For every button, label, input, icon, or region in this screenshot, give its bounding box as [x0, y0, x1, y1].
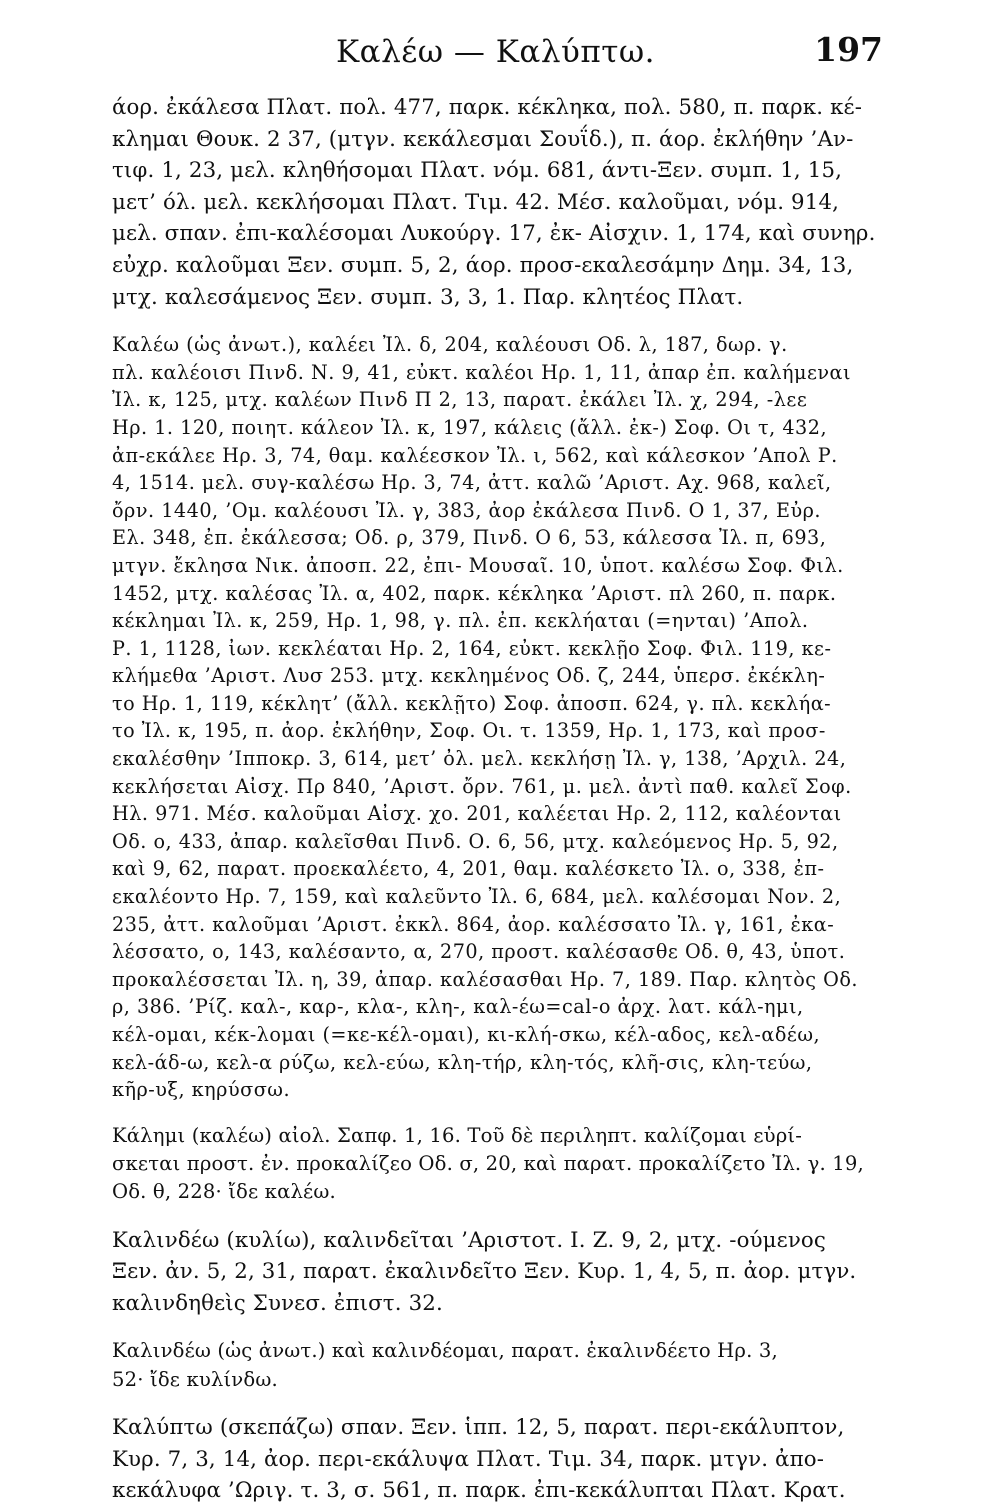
entry-line: ὄρν. 1440, ’Ομ. καλέουσι Ἰλ. γ, 383, ἀορ ἐκάλεσα Πινδ. Ο 1, 37, Εὐρ. — [112, 498, 822, 522]
entry-line: πλ. καλέοισι Πινδ. Ν. 9, 41, εὐκτ. καλέοι Ηρ. 1, 11, ἀπαρ ἐπ. καλήμεναι — [112, 360, 852, 384]
entry-line: άορ. ἐκάλεσα Πλατ. πολ. 477, παρκ. κέκληκα, πολ. 580, π. παρκ. κέ- — [112, 95, 863, 120]
running-title: Καλέω — Καλύπτω. — [335, 34, 656, 70]
dictionary-entry — [112, 1225, 879, 1320]
entry-line: Κυρ. 7, 3, 14, ἀορ. περι-εκάλυψα Πλατ. Τιμ. 34, παρκ. μτγν. ἀπο- — [112, 1446, 825, 1472]
entry-line: Ἰλ. κ, 125, μτχ. καλέων Πινδ Π 2, 13, παρατ. ἐκάλει Ἰλ. χ, 294, -λεε — [112, 388, 808, 412]
entry-line: Ρ. 1, 1128, ἰων. κεκλέαται Ηρ. 2, 164, εὐκτ. κεκλῇο Σοφ. Φιλ. 119, κε- — [112, 636, 832, 660]
entries-column — [112, 92, 879, 1507]
entry-line: μετ’ όλ. μελ. κεκλήσομαι Πλατ. Τιμ. 42. Μέσ. καλοῦμαι, νόμ. 914, — [112, 189, 840, 215]
entry-line: κλημαι Θουκ. 2 37, (μτγν. κεκάλεσμαι Σουΐδ.), π. άορ. ἐκλήθην ’Αν- — [112, 126, 854, 152]
entry-line: Ηλ. 971. Μέσ. καλοῦμαι Αἰσχ. χο. 201, καλέεται Ηρ. 2, 112, καλέονται — [112, 802, 842, 826]
entry-line: Οδ. θ, 228· ἴδε καλέω. — [112, 1180, 336, 1204]
entry-line: λέσσατο, ο, 143, καλέσαντο, α, 270, προστ. καλέσασθε Οδ. θ, 43, ὑποτ. — [112, 940, 846, 964]
entry-line: καὶ 9, 62, παρατ. προεκαλέετο, 4, 201, θαμ. καλέσκετο Ἰλ. ο, 338, ἐπ- — [112, 857, 825, 881]
entry-line: προκαλέσσεται Ἰλ. η, 39, ἀπαρ. καλέσασθαι Ηρ. 7, 189. Παρ. κλητὸς Οδ. — [112, 967, 858, 991]
entry-line: το Ἰλ. κ, 195, π. ἀορ. ἐκλήθην, Σοφ. Οι. τ. 1359, Ηρ. 1, 173, καὶ προσ- — [112, 719, 826, 743]
entry-line: Ελ. 348, ἐπ. ἐκάλεσσα; Οδ. ρ, 379, Πινδ. Ο 6, 53, κάλεσσα Ἰλ. π, 693, — [112, 526, 827, 550]
entry-line: κελ-άδ-ω, κελ-α ρύζω, κελ-εύω, κλη-τήρ, κλη-τός, κλῆ-σις, κλη-τεύω, — [112, 1050, 813, 1074]
page-header — [112, 28, 883, 92]
entry-line: Καλέω (ὡς ἀνωτ.), καλέει Ἰλ. δ, 204, καλέουσι Οδ. λ, 187, δωρ. γ. — [112, 333, 788, 357]
entry-line: καλινδηθεὶς Συνεσ. ἐπιστ. 32. — [112, 1290, 443, 1316]
entry-line: Κάλημι (καλέω) αἰολ. Σαπφ. 1, 16. Τοῦ δὲ περιληπτ. καλίζομαι εὑρί- — [112, 1123, 803, 1147]
entry-line: εὐχρ. καλοῦμαι Ξεν. συμπ. 5, 2, άορ. προσ-εκαλεσάμην Δημ. 34, 13, — [112, 252, 854, 278]
entry-line: 4, 1514. μελ. συγ-καλέσω Ηρ. 3, 74, ἀττ. καλῶ ’Αριστ. Αχ. 968, καλεῖ, — [112, 471, 832, 495]
dictionary-entry — [112, 1337, 879, 1394]
entry-line: Ηρ. 1. 120, ποιητ. κάλεον Ἰλ. κ, 197, κάλεις (ἄλλ. ἐκ-) Σοφ. Οι τ, 432, — [112, 415, 828, 439]
dictionary-entry — [112, 1122, 879, 1207]
entry-line: μτγν. ἔκλησα Νικ. ἀποσπ. 22, ἐπι- Μουσαῖ. 10, ὑποτ. καλέσω Σοφ. Φιλ. — [112, 553, 844, 577]
entry-line: εκαλέσθην ’Ιπποκρ. 3, 614, μετ’ ὀλ. μελ. κεκλήσῃ Ἰλ. γ, 138, ’Αρχιλ. 24, — [112, 747, 847, 771]
entry-line: ἀπ-εκάλεε Ηρ. 3, 74, θαμ. καλέεσκον Ἰλ. ι, 562, καὶ κάλεσκον ’Απολ Ρ. — [112, 443, 838, 467]
entry-line: τιφ. 1, 23, μελ. κληθήσομαι Πλατ. νόμ. 681, άντι-Ξεν. συμπ. 1, 15, — [112, 158, 843, 184]
entry-line: κεκλήσεται Αἰσχ. Πρ 840, ’Αριστ. ὄρν. 761, μ. μελ. ἀντὶ παθ. καλεῖ Σοφ. — [112, 774, 852, 798]
entry-line: κλήμεθα ’Αριστ. Λυσ 253. μτχ. κεκλημένος Οδ. ζ, 244, ὑπερσ. ἐκέκλη- — [112, 664, 826, 688]
dictionary-entry — [112, 92, 879, 313]
entry-line: 1452, μτχ. καλέσας Ἰλ. α, 402, παρκ. κέκληκα ’Αριστ. πλ 260, π. παρκ. — [112, 581, 837, 605]
entry-line: κέκλημαι Ἰλ. κ, 259, Ηρ. 1, 98, γ. πλ. ἐπ. κεκλήαται (=ηνται) ’Απολ. — [112, 609, 809, 633]
entry-line: Καλινδέω (ὡς ἀνωτ.) καὶ καλινδέομαι, παρατ. ἐκαλινδέετο Ηρ. 3, — [112, 1339, 778, 1363]
entry-line: κεκάλυφα ’Ωριγ. τ. 3, σ. 561, π. παρκ. ἐπι-κεκάλυπται Πλατ. Κρατ. — [112, 1478, 846, 1504]
entry-line: Οδ. ο, 433, ἀπαρ. καλεῖσθαι Πινδ. Ο. 6, 56, μτχ. καλεόμενος Ηρ. 5, 92, — [112, 829, 839, 853]
entry-line: Καλύπτω (σκεπάζω) σπαν. Ξεν. ἱππ. 12, 5, παρατ. περι-εκάλυπτον, — [112, 1415, 845, 1441]
entry-line: κῆρ-υξ, κηρύσσω. — [112, 1078, 291, 1102]
entry-line: Ξεν. ἀν. 5, 2, 31, παρατ. ἐκαλινδεῖτο Ξεν. Κυρ. 1, 4, 5, π. ἀορ. μτγν. — [112, 1259, 857, 1285]
dictionary-entry — [112, 1412, 879, 1507]
page-number: 197 — [814, 30, 883, 69]
entry-line: εκαλέοντο Ηρ. 7, 159, καὶ καλεῦντο Ἰλ. 6, 684, μελ. καλέσομαι Νον. 2, — [112, 885, 842, 909]
dictionary-entry — [112, 331, 879, 1104]
entry-line: 235, ἀττ. καλοῦμαι ’Αριστ. ἐκκλ. 864, ἀορ. καλέσσατο Ἰλ. γ, 161, ἐκα- — [112, 912, 835, 936]
entry-line: το Ηρ. 1, 119, κέκλητ’ (ἄλλ. κεκλῇτο) Σοφ. ἀποσπ. 624, γ. πλ. κεκλήα- — [112, 691, 832, 715]
entry-line: 52· ἴδε κυλίνδω. — [112, 1367, 278, 1391]
entry-line: μτχ. καλεσάμενος Ξεν. συμπ. 3, 3, 1. Παρ. κλητέος Πλατ. — [112, 284, 744, 310]
entry-line: μελ. σπαν. ἐπι-καλέσομαι Λυκούργ. 17, ἐκ- Αἰσχιν. 1, 174, καὶ συνηρ. — [112, 221, 876, 247]
entry-line: ρ, 386. ’Ρίζ. καλ-, καρ-, κλα-, κλη-, καλ-έω=cal-o ἀρχ. λατ. κάλ-ημι, — [112, 995, 804, 1019]
entry-line: Καλινδέω (κυλίω), καλινδεῖται ’Αριστοτ. Ι. Ζ. 9, 2, μτχ. -ούμενος — [112, 1227, 826, 1253]
entry-line: σκεται προστ. ἐν. προκαλίζεο Οδ. σ, 20, καὶ παρατ. προκαλίζετο Ἰλ. γ. 19, — [112, 1152, 864, 1176]
entry-line: κέλ-ομαι, κέκ-λομαι (=κε-κέλ-ομαι), κι-κλή-σκω, κέλ-αδος, κελ-αδέω, — [112, 1023, 821, 1046]
